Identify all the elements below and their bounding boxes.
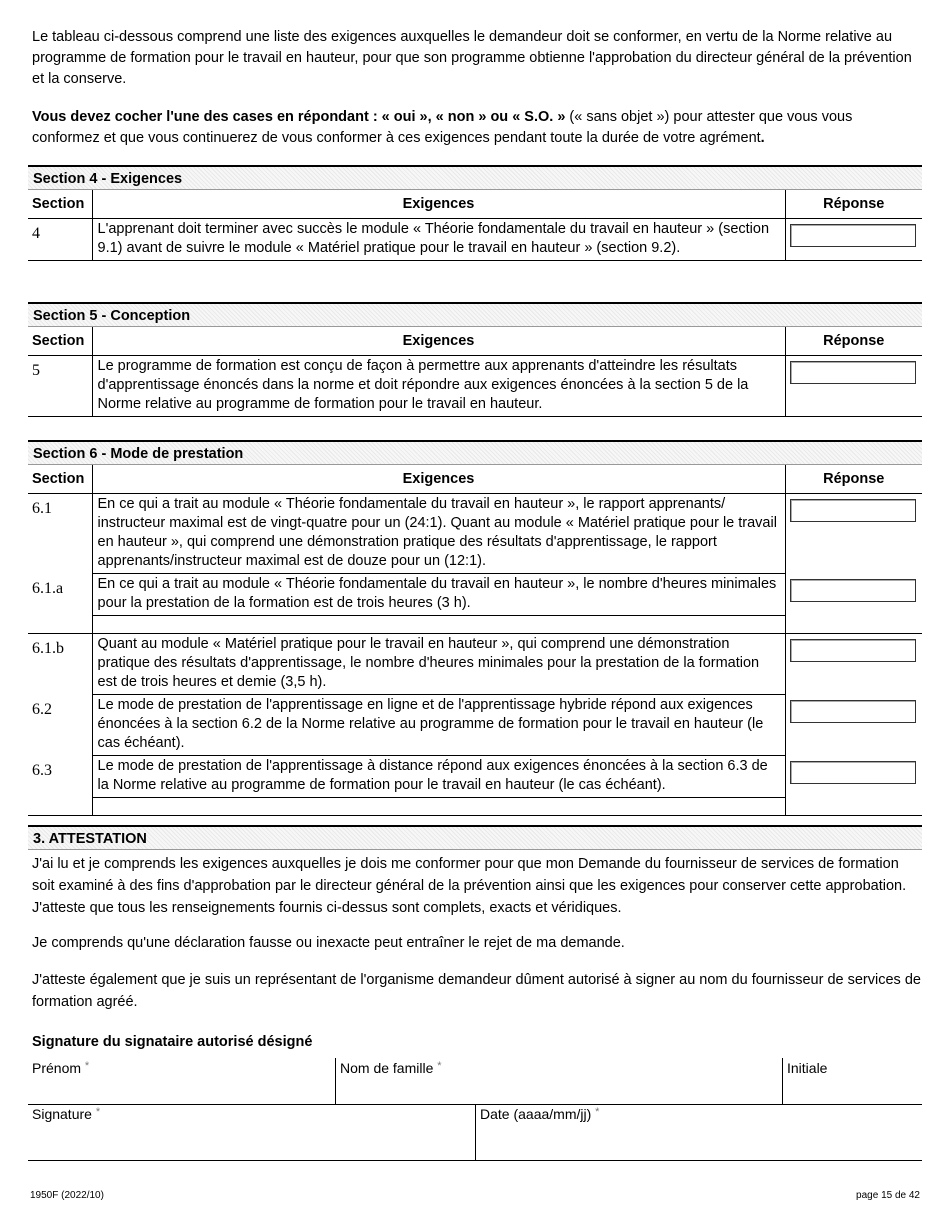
- initial-label: Initiale: [787, 1060, 828, 1076]
- row-requirement-text: Le mode de prestation de l'apprentissage en ligne et de l'apprentissage hybride répond aux exigences énoncées à la section 6.2 de la Norme relative au programme de formation pour le travail en hauteur (le cas échéant).: [92, 695, 785, 756]
- instruction-bold: Vous devez cocher l'une des cases en répondant : « oui », « non » ou « S.O. »: [32, 109, 566, 125]
- col-section-header: Section: [28, 190, 92, 219]
- col-response-header: Réponse: [785, 190, 922, 219]
- table-row: [28, 634, 922, 695]
- table-row: [28, 356, 922, 417]
- instruction-normal: (« sans objet ») pour attester que vous vous conformez et que vous continuerez de vous conformer à ces exigences pendant toute la durée de votre agrément: [32, 109, 853, 146]
- row-requirement-text: En ce qui a trait au module « Théorie fondamentale du travail en hauteur », le rapport apprenants/ instructeur maximal est de vingt-quatre pour un (24:1). Quant au module « Matériel pratique pour le travail en hauteur », qui comprend une démonstration pratique des résultats d'apprentissage, le rapport apprenants/instructeur maximal est de douze pour un (12:1).: [92, 494, 785, 574]
- section-5-title: Section 5 - Conception: [28, 302, 922, 327]
- table-row: [28, 574, 922, 616]
- attestation-title: 3. ATTESTATION: [28, 825, 922, 850]
- instruction-end: .: [760, 130, 765, 146]
- signature-section-title: Signature du signataire autorisé désigné: [32, 1034, 313, 1050]
- col-section-header: Section: [28, 465, 92, 494]
- response-field[interactable]: [790, 639, 916, 662]
- row-section-number: 6.3: [28, 756, 92, 816]
- section-6-title: Section 6 - Mode de prestation: [28, 440, 922, 465]
- response-field[interactable]: [790, 224, 916, 247]
- col-response-header: Réponse: [785, 465, 922, 494]
- row-requirement-text: Le mode de prestation de l'apprentissage à distance répond aux exigences énoncées à la section 6.3 de la Norme relative au programme de formation pour le travail en hauteur (le cas échéant).: [92, 756, 785, 798]
- table-row: [28, 695, 922, 756]
- first-name-label: Prénom: [32, 1060, 82, 1076]
- signature-label: Signature: [32, 1106, 92, 1122]
- row-requirement-text: Le programme de formation est conçu de façon à permettre aux apprenants d'atteindre les résultats d'apprentissage énoncés dans la norme et doit répondre aux exigences énoncées à la section 5 de la Norme relative au programme de formation pour le travail en hauteur.: [92, 356, 785, 417]
- required-mark: *: [595, 1106, 600, 1118]
- row-requirement-text: En ce qui a trait au module « Théorie fondamentale du travail en hauteur », le nombre d'heures minimales pour la prestation de la formation est de trois heures (3 h).: [92, 574, 785, 616]
- date-label: Date (aaaa/mm/jj): [480, 1106, 592, 1122]
- row-section-number: 6.1: [32, 500, 52, 517]
- attestation-paragraph-2: Je comprends qu'une déclaration fausse ou inexacte peut entraîner le rejet de ma demande.: [32, 935, 625, 951]
- response-field[interactable]: [790, 761, 916, 784]
- row-section-number: 5: [28, 356, 92, 417]
- last-name-field[interactable]: [335, 1058, 783, 1105]
- response-field[interactable]: [790, 361, 916, 384]
- response-field[interactable]: [790, 499, 916, 522]
- section-6-table: [28, 440, 922, 816]
- col-requirements-header: Exigences: [92, 327, 785, 356]
- initial-field[interactable]: [782, 1058, 922, 1105]
- row-section-number: 6.1.a: [32, 579, 64, 597]
- required-mark: *: [437, 1060, 442, 1072]
- attestation-paragraph-3: J'atteste également que je suis un représentant de l'organisme demandeur dûment autorisé à signer au nom du fournisseur de services de formation agréé.: [32, 972, 921, 1010]
- col-response-header: Réponse: [785, 327, 922, 356]
- row-requirement-text: L'apprenant doit terminer avec succès le module « Théorie fondamentale du travail en hauteur » (section 9.1) avant de suivre le module « Matériel pratique pour le travail en hauteur » (section 9.2).: [92, 219, 785, 261]
- required-mark: *: [95, 1106, 101, 1118]
- row-requirement-text: Quant au module « Matériel pratique pour le travail en hauteur », qui comprend une démonstration pratique des résultats d'apprentissage, le nombre d'heures minimales pour la prestation de la formation est de trois heures et demie (3,5 h).: [92, 634, 785, 695]
- row-section-number: 4: [28, 219, 92, 261]
- response-field[interactable]: [790, 579, 916, 602]
- required-mark: *: [84, 1060, 90, 1072]
- last-name-label: Nom de famille: [340, 1060, 434, 1076]
- col-requirements-header: Exigences: [92, 190, 785, 219]
- response-field[interactable]: [790, 700, 916, 723]
- attestation-header: [28, 825, 922, 850]
- table-row: [28, 756, 922, 798]
- section-5-table: [28, 302, 922, 417]
- row-section-number: 6.1.b: [28, 634, 92, 695]
- table-row: [28, 494, 922, 574]
- attestation-paragraph-1: J'ai lu et je comprends les exigences auxquelles je dois me conformer pour que mon Demande du fournisseur de services de formation soit examiné à des fins d'approbation par le directeur général de la prévention ainsi que les exigences pour conserver cette approbation. J'atteste que tous les renseignements fournis ci-dessus sont complets, exacts et véridiques.: [32, 856, 907, 916]
- intro-paragraph: Le tableau ci-dessous comprend une liste des exigences auxquelles le demandeur doit se conformer, en vertu de la Norme relative au programme de formation pour le travail en hauteur, pour que son programme obtienne l'approbation du directeur général de la prévention et la conserve.: [32, 29, 912, 87]
- row-section-number: 6.2: [32, 700, 52, 718]
- section-4-title: Section 4 - Exigences: [28, 165, 922, 190]
- page-number: page 15 de 42: [856, 1190, 920, 1201]
- instruction-paragraph: [32, 107, 917, 149]
- table-row: [28, 219, 922, 261]
- col-section-header: Section: [28, 327, 92, 356]
- signature-field[interactable]: [28, 1104, 476, 1161]
- section-4-table: [28, 165, 922, 261]
- first-name-field[interactable]: [28, 1058, 336, 1105]
- form-id: 1950F (2022/10): [30, 1190, 104, 1201]
- col-requirements-header: Exigences: [92, 465, 785, 494]
- date-field[interactable]: [475, 1104, 922, 1161]
